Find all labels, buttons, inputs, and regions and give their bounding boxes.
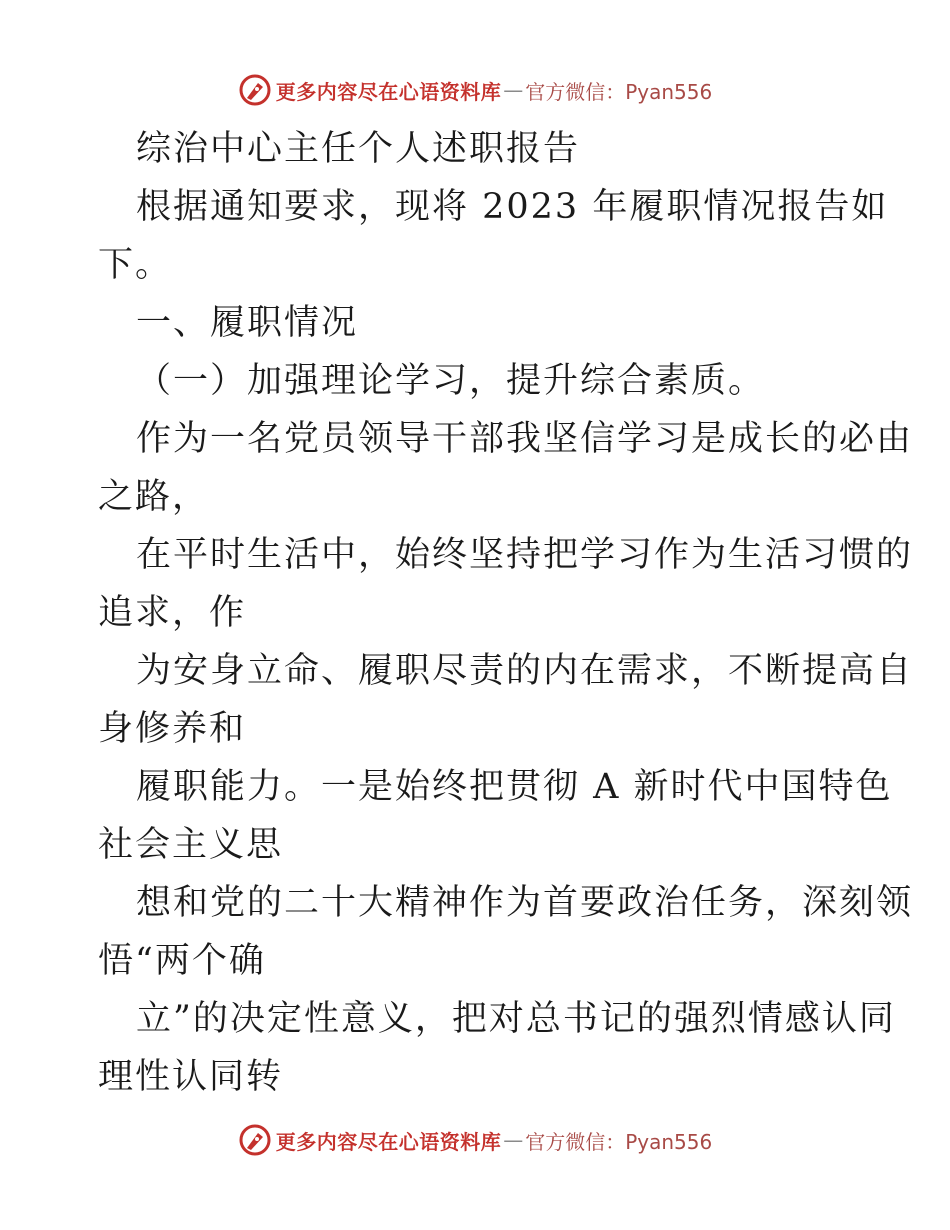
watermark-contact: 官方微信：Pyan556 (525, 1129, 713, 1154)
watermark-brand: 更多内容尽在心语资料库 (275, 79, 502, 104)
watermark-brand: 更多内容尽在心语资料库 (275, 1129, 502, 1154)
paragraph-line: 悟“两个确 (98, 941, 266, 981)
paragraph-line: 追求，作 (98, 593, 247, 633)
paragraph-line: 下。 (98, 245, 173, 285)
watermark-footer (0, 1120, 950, 1160)
paragraph-line: 社会主义思 (98, 825, 284, 865)
watermark-contact: 官方微信：Pyan556 (525, 79, 713, 104)
subsection-heading: （一）加强理论学习，提升综合素质。 (136, 361, 766, 401)
paragraph-line: 作为一名党员领导干部我坚信学习是成长的必由 (136, 419, 914, 459)
paragraph-line: 之路， (98, 477, 210, 517)
section-heading: 一、履职情况 (136, 303, 359, 343)
watermark-header (0, 70, 950, 110)
paragraph-line: 根据通知要求，现将 2023 年履职情况报告如 (136, 187, 889, 227)
document-title: 综治中心主任个人述职报告 (136, 129, 581, 169)
paragraph-line: 在平时生活中，始终坚持把学习作为生活习惯的 (136, 535, 914, 575)
paragraph-line: 理性认同转 (98, 1057, 284, 1097)
pen-nib-logo-icon (238, 1123, 272, 1157)
watermark-dash: — (503, 1128, 524, 1152)
paragraph-line: 立”的决定性意义，把对总书记的强烈情感认同 (136, 999, 896, 1039)
paragraph-line: 身修养和 (98, 709, 247, 749)
document-body (98, 120, 914, 1106)
pen-nib-logo-icon (238, 73, 272, 107)
paragraph-line: 为安身立命、履职尽责的内在需求，不断提高自 (136, 651, 914, 691)
paragraph-line: 履职能力。一是始终把贯彻 A 新时代中国特色 (136, 767, 893, 807)
watermark-dash: — (503, 78, 524, 102)
paragraph-line: 想和党的二十大精神作为首要政治任务，深刻领 (136, 883, 914, 923)
